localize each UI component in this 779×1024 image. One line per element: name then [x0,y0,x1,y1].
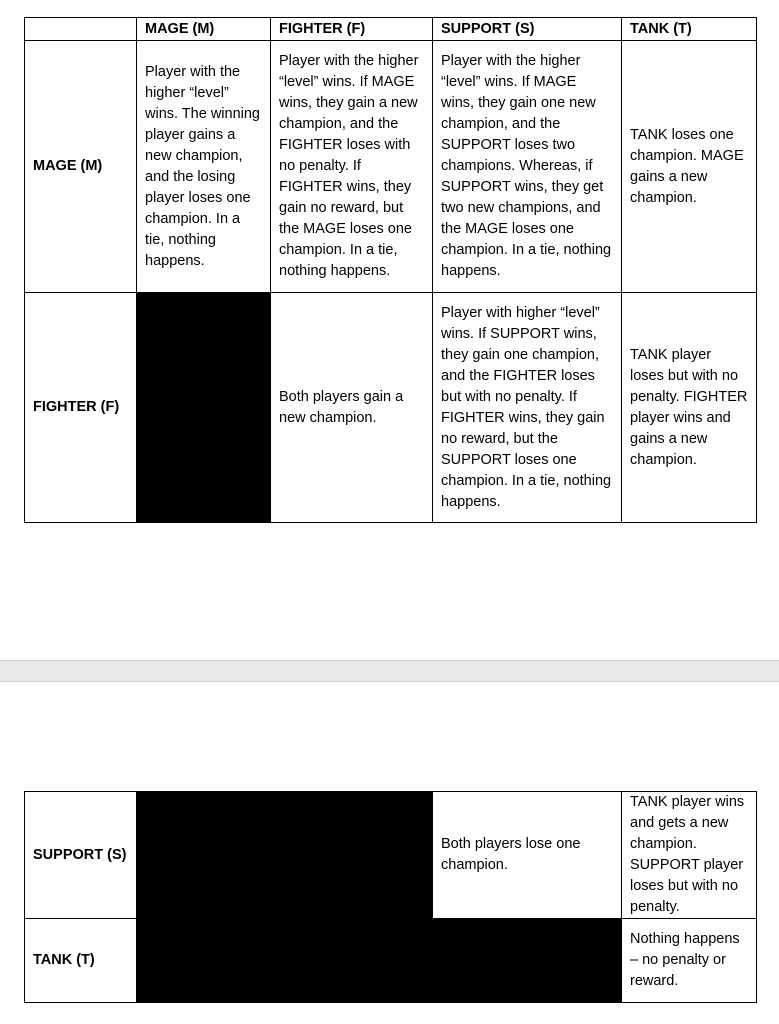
row-fighter [25,293,757,523]
cell-mage-vs-mage: Player with the higher “level” wins. The winning player gains a new champion, and the losing player loses one champion. In a tie, nothing happens. [137,41,271,293]
blocked-cell [433,919,622,1003]
row-support [25,792,757,919]
blocked-cell [137,919,271,1003]
cell-mage-vs-support: Player with the higher “level” wins. If MAGE wins, they gain one new champion, and the SUPPORT loses two champions. Whereas, if SUPPORT wins, they get two new champions, and the MAGE loses one champion. In a tie, nothing happens. [433,41,622,293]
blocked-cell [137,792,271,919]
corner-header [25,18,137,41]
cell-tank-vs-tank: Nothing happens – no penalty or reward. [622,919,757,1003]
cell-mage-vs-fighter: Player with the higher “level” wins. If MAGE wins, they gain a new champion, and the FIGHTER loses with no penalty. If FIGHTER wins, they gain no reward, but the MAGE loses one champion. In a tie, nothing happens. [271,41,433,293]
row-header-tank: TANK (T) [25,919,137,1003]
row-header-mage: MAGE (M) [25,41,137,293]
header-row [25,18,757,41]
cell-fighter-vs-support: Player with higher “level” wins. If SUPPORT wins, they gain one champion, and the FIGHTER loses but with no penalty. If FIGHTER wins, they gain no reward, but the SUPPORT loses one champion. In a tie, nothing happens. [433,293,622,523]
cell-fighter-vs-fighter: Both players gain a new champion. [271,293,433,523]
cell-mage-vs-tank: TANK loses one champion. MAGE gains a new champion. [622,41,757,293]
col-header-support: SUPPORT (S) [433,18,622,41]
col-header-tank: TANK (T) [622,18,757,41]
page-break [0,660,779,682]
col-header-fighter: FIGHTER (F) [271,18,433,41]
row-mage [25,41,757,293]
row-tank [25,919,757,1003]
blocked-cell [271,792,433,919]
row-header-support: SUPPORT (S) [25,792,137,919]
matchup-table-page-1 [24,17,757,523]
cell-fighter-vs-tank: TANK player loses but with no penalty. FIGHTER player wins and gains a new champion. [622,293,757,523]
matchup-table-page-2 [24,791,757,1003]
col-header-mage: MAGE (M) [137,18,271,41]
cell-support-vs-tank: TANK player wins and gets a new champion. SUPPORT player loses but with no penalty. [622,792,757,919]
cell-support-vs-support: Both players lose one champion. [433,792,622,919]
blocked-cell [271,919,433,1003]
blocked-cell [137,293,271,523]
row-header-fighter: FIGHTER (F) [25,293,137,523]
